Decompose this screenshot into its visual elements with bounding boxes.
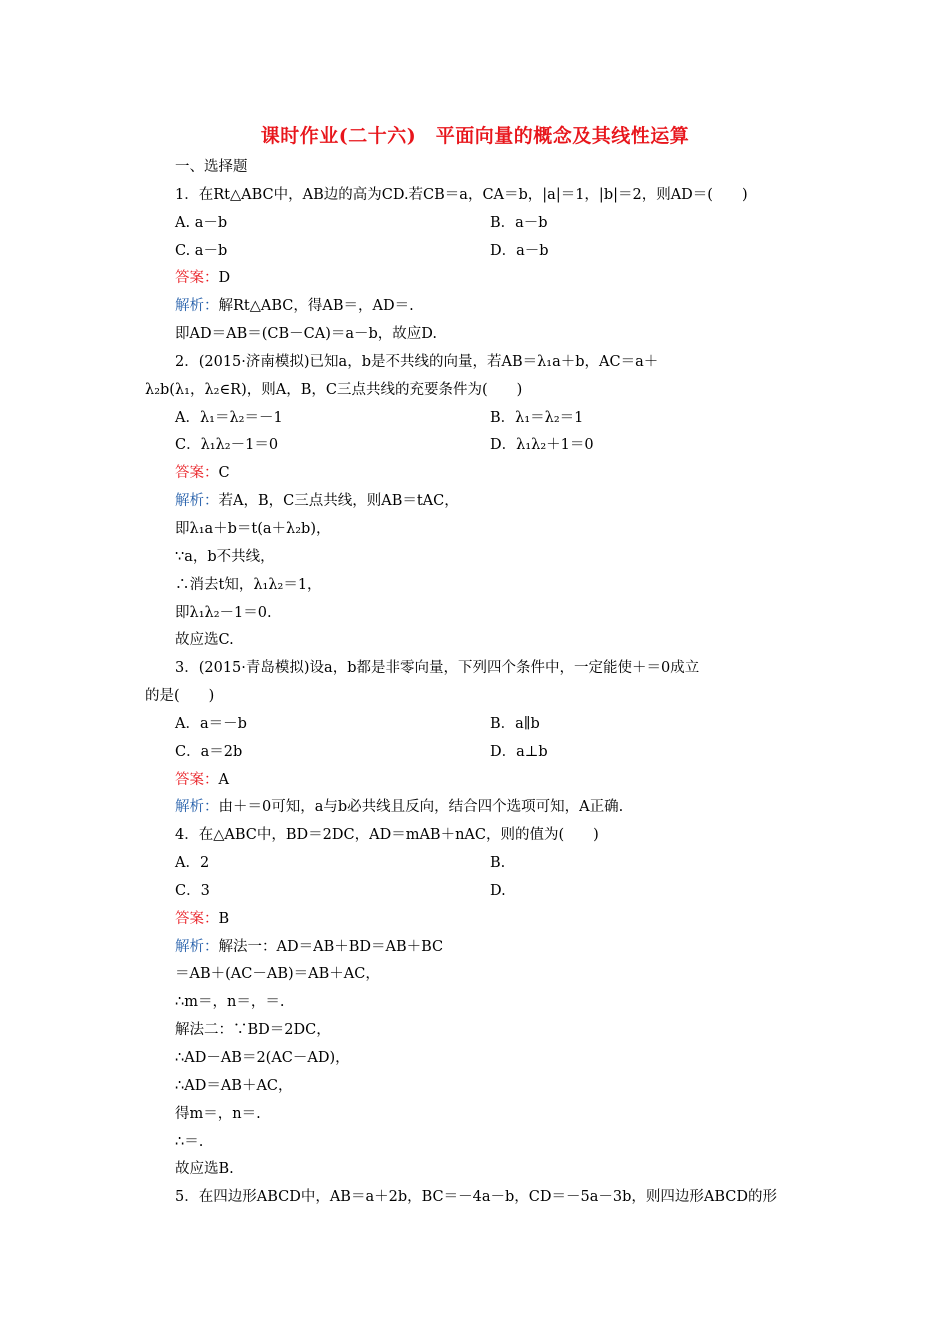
answer-label: 答案： — [175, 465, 219, 482]
q3-answer-value: A — [218, 771, 229, 788]
q2-analysis-line: ∵a，b不共线， — [175, 548, 275, 565]
q4-option-c: C．3 — [175, 882, 210, 899]
q1-option-b: B．a－b — [490, 214, 548, 231]
q1-answer-value: D — [218, 270, 231, 287]
q2-analysis-line: 即λ₁λ₂－1＝0. — [175, 604, 272, 621]
q1-analysis — [145, 293, 815, 321]
q2-analysis-line: ∴消去t知，λ₁λ₂＝1， — [175, 576, 322, 593]
q5-stem: 5．在四边形ABCD中，AB＝a＋2b，BC＝－4a－b，CD＝－5a－3b，则四边形ABCD的形 — [175, 1189, 778, 1206]
q2-stem: 2．(2015·济南模拟)已知a，b是不共线的向量，若AB＝λ₁a＋b，AC＝a＋ — [175, 353, 659, 370]
q4-option-a: A．2 — [175, 855, 210, 872]
q4-analysis-line: ∴m＝，n＝，＝. — [175, 994, 285, 1011]
q2-analysis-line: 故应选C. — [175, 632, 234, 649]
answer-label: 答案： — [175, 270, 219, 287]
q3-option-d: D．a⊥b — [490, 743, 548, 760]
q2-option-c: C．λ₁λ₂－1＝0 — [175, 437, 279, 454]
analysis-label: 解析： — [175, 493, 219, 510]
q4-analysis-line: ＝AB＋(AC－AB)＝AB＋AC， — [175, 966, 380, 983]
q4-analysis-text: 解法一：AD＝AB＋BD＝AB＋BC — [218, 938, 444, 955]
q4-option-d: D. — [490, 882, 506, 899]
q4-analysis-line: 得m＝，n＝. — [175, 1105, 261, 1122]
q4-analysis — [145, 934, 815, 962]
q3-option-c: C．a＝2b — [175, 743, 243, 760]
document-body — [145, 154, 815, 1212]
q1-analysis-text: 解Rt△ABC，得AB＝，AD＝. — [218, 298, 414, 315]
q1-option-a: A. a－b — [175, 214, 228, 231]
q4-answer — [145, 906, 815, 934]
q1-stem: 1．在Rt△ABC中，AB边的高为CD.若CB＝a，CA＝b，|a|＝1，|b|＝2，则AD＝( ) — [175, 186, 748, 203]
page-title: 课时作业(二十六) 平面向量的概念及其线性运算 — [260, 125, 690, 147]
section-heading: 一、选择题 — [175, 159, 248, 175]
q4-analysis-line: ∴AD＝AB＋AC， — [175, 1077, 293, 1094]
q3-options-row1 — [145, 711, 815, 739]
analysis-label: 解析： — [175, 799, 219, 816]
q3-options-row2 — [145, 739, 815, 767]
q2-answer-value: C — [218, 465, 230, 482]
q2-option-b: B．λ₁＝λ₂＝1 — [490, 409, 584, 426]
q2-answer — [145, 460, 815, 488]
analysis-label: 解析： — [175, 938, 219, 955]
q3-analysis — [145, 794, 815, 822]
q3-answer — [145, 767, 815, 795]
q1-options-row1 — [145, 210, 815, 238]
q2-analysis-line: 即λ₁a＋b＝t(a＋λ₂b)， — [175, 520, 331, 537]
q4-analysis-line: ∴AD－AB＝2(AC－AD)， — [175, 1050, 350, 1066]
q2-options-row1 — [145, 405, 815, 433]
q2-option-d: D．λ₁λ₂＋1＝0 — [490, 437, 594, 454]
q4-option-b: B. — [490, 855, 506, 872]
q4-analysis-line: ∴＝. — [175, 1133, 204, 1150]
q3-option-a: A．a＝－b — [175, 715, 247, 732]
q2-analysis — [145, 488, 815, 516]
q4-analysis-line: 故应选B. — [175, 1161, 234, 1178]
q1-analysis-line: 即AD＝AB＝(CB－CA)＝a－b，故应D. — [175, 326, 437, 343]
q2-option-a: A．λ₁＝λ₂＝－1 — [175, 409, 283, 426]
answer-label: 答案： — [175, 910, 219, 927]
q3-option-b: B．a∥b — [490, 715, 540, 732]
q4-options-row2 — [145, 878, 815, 906]
q1-option-d: D．a－b — [490, 242, 549, 259]
q1-options-row2 — [145, 238, 815, 266]
q4-options-row1 — [145, 850, 815, 878]
q3-stem: 3．(2015·青岛模拟)设a，b都是非零向量，下列四个条件中，一定能使＋＝0成立 — [175, 660, 700, 677]
q1-option-c: C. a－b — [175, 242, 228, 259]
q4-stem: 4．在△ABC中，BD＝2DC，AD＝mAB＋nAC，则的值为( ) — [175, 827, 599, 844]
q4-answer-value: B — [218, 910, 230, 927]
q1-answer — [145, 265, 815, 293]
q3-stem-cont: 的是( ) — [145, 688, 215, 705]
q2-options-row2 — [145, 432, 815, 460]
q4-analysis-line: 解法二：∵BD＝2DC， — [175, 1022, 331, 1039]
q3-analysis-text: 由＋＝0可知，a与b必共线且反向，结合四个选项可知，A正确. — [218, 799, 624, 816]
q2-stem-cont: λ₂b(λ₁，λ₂∈R)，则A，B，C三点共线的充要条件为( ) — [145, 381, 523, 398]
q2-analysis-text: 若A，B，C三点共线，则AB＝tAC， — [218, 493, 459, 510]
analysis-label: 解析： — [175, 298, 219, 315]
answer-label: 答案： — [175, 771, 219, 788]
